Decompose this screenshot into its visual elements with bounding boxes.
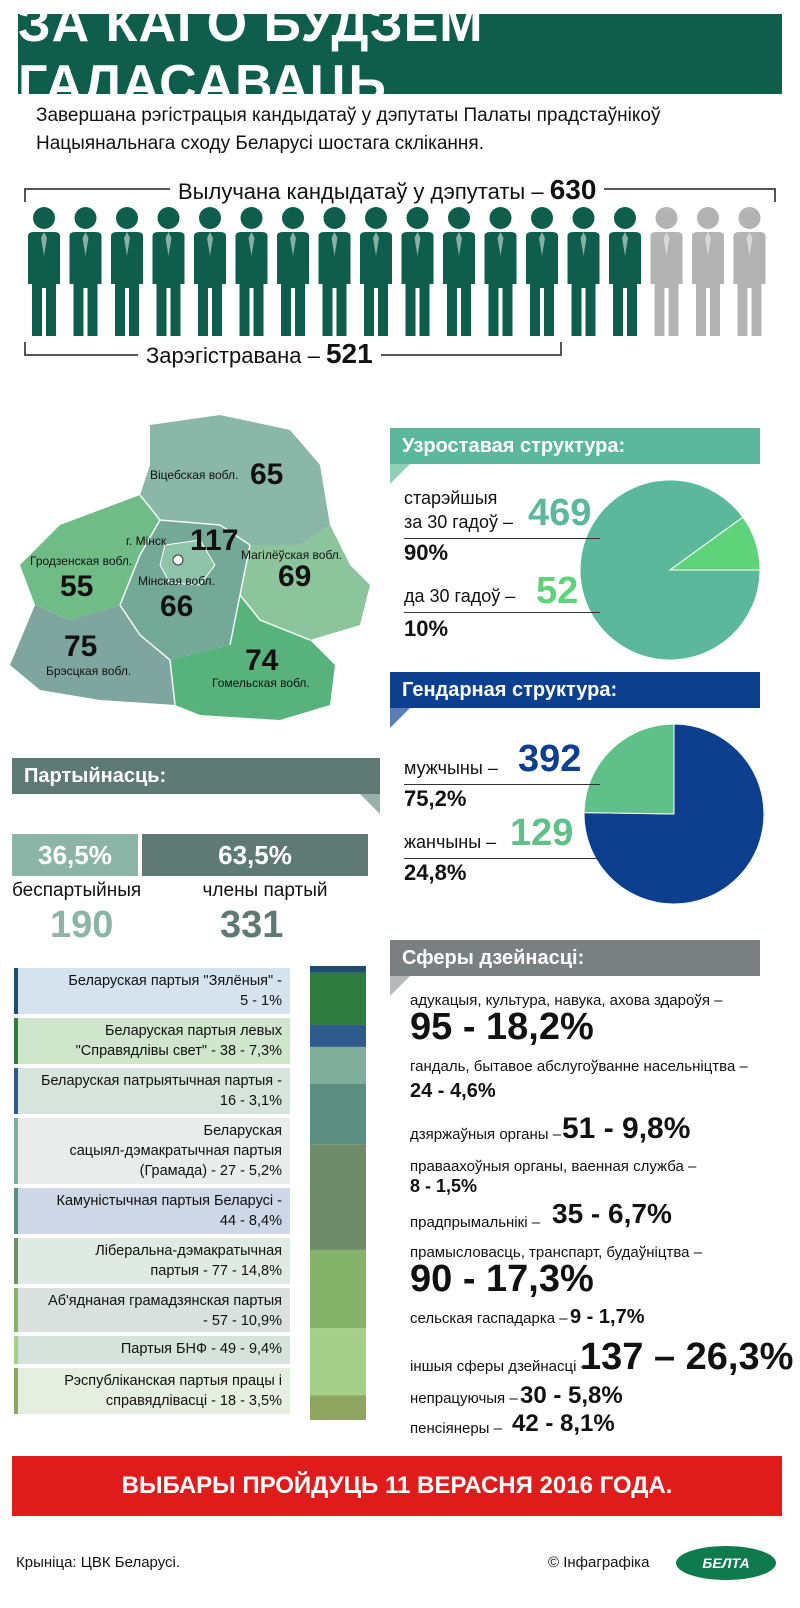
registered-caption bbox=[138, 338, 381, 370]
sphere-label-pensioners: пенсіянеры – bbox=[410, 1420, 502, 1437]
person-registered-icon bbox=[236, 207, 268, 336]
credit-text: © Інфаграфіка bbox=[548, 1554, 650, 1571]
person-registered-icon bbox=[194, 207, 226, 336]
gender-female-pct: 24,8% bbox=[404, 860, 467, 885]
spheres-header-fold bbox=[390, 976, 410, 996]
spheres-header: Сферы дзейнасці: bbox=[390, 940, 760, 976]
person-registered-icon bbox=[485, 207, 517, 336]
nominated-caption bbox=[170, 174, 604, 206]
party-item: Камуністычная партыя Беларусі - 44 - 8,4% bbox=[14, 1188, 290, 1234]
party-item: Беларуская сацыял-дэмакратычная партыя (Грамада) - 27 - 5,2% bbox=[14, 1118, 290, 1184]
sphere-value-industry: 90 - 17,3% bbox=[410, 1258, 594, 1300]
age-older-label-2: за 30 гадоў – bbox=[404, 512, 513, 532]
gender-header-fold bbox=[390, 708, 410, 728]
gender-pie-chart bbox=[582, 722, 766, 906]
region-value-mogilev: 69 bbox=[278, 560, 312, 593]
sphere-label-unemployed: непрацуючыя – bbox=[410, 1390, 518, 1407]
nominated-value: 630 bbox=[549, 174, 597, 205]
region-value-vitebsk: 65 bbox=[250, 458, 284, 491]
region-value-gomel: 74 bbox=[245, 644, 279, 677]
sphere-label-law: праваахоўныя органы, ваенная служба – bbox=[410, 1158, 697, 1175]
gender-male-label: мужчыны – bbox=[404, 758, 498, 778]
age-older-pct: 90% bbox=[404, 540, 449, 565]
age-older-label-1: старэйшыя bbox=[404, 488, 498, 508]
gender-female-pointer bbox=[404, 858, 600, 859]
person-registered-icon bbox=[28, 207, 60, 336]
person-nominated-icon bbox=[734, 207, 766, 336]
region-value-grodno: 55 bbox=[60, 570, 94, 603]
gender-male-pointer bbox=[404, 784, 600, 785]
minsk-city-marker bbox=[173, 555, 183, 565]
person-registered-icon bbox=[568, 207, 600, 336]
sphere-label-other: іншыя сферы дзейнасці – bbox=[410, 1358, 589, 1375]
person-registered-icon bbox=[526, 207, 558, 336]
party-header-fold bbox=[360, 794, 380, 814]
region-value-brest: 75 bbox=[64, 630, 98, 663]
party-item: Аб'яднаная грамадзянская партыя - 57 - 10,9% bbox=[14, 1288, 290, 1332]
party-stack-segment bbox=[310, 1047, 366, 1084]
age-younger-label: да 30 гадоў – bbox=[404, 586, 516, 606]
person-registered-icon bbox=[319, 207, 351, 336]
party-item: Ліберальна-дэмакратычная партыя - 77 - 14,8% bbox=[14, 1238, 290, 1284]
member-value: 331 bbox=[220, 904, 284, 946]
party-stack-segment bbox=[310, 1328, 366, 1395]
age-pie-chart bbox=[578, 478, 762, 662]
sphere-label-state: дзяржаўныя органы – bbox=[410, 1126, 562, 1143]
sphere-value-law: 8 - 1,5% bbox=[410, 1176, 478, 1196]
gender-male-pct: 75,2% bbox=[404, 786, 467, 811]
sphere-value-unemployed: 30 - 5,8% bbox=[520, 1382, 623, 1409]
sphere-value-state: 51 - 9,8% bbox=[562, 1112, 691, 1145]
nonparty-value: 190 bbox=[50, 904, 114, 946]
sphere-value-pensioners: 42 - 8,1% bbox=[512, 1410, 615, 1437]
source-text: Крыніца: ЦВК Беларусі. bbox=[16, 1554, 181, 1571]
party-item: Беларуская партыя левых "Справядлівы свет" - 38 - 7,3% bbox=[14, 1018, 290, 1064]
person-registered-icon bbox=[153, 207, 185, 336]
person-nominated-icon bbox=[692, 207, 724, 336]
sphere-label-agriculture: сельская гаспадарка – bbox=[410, 1310, 568, 1327]
member-label: члены партый bbox=[202, 880, 328, 901]
person-registered-icon bbox=[277, 207, 309, 336]
sphere-label-industry: прамысловасць, транспарт, будаўніцтва – bbox=[410, 1244, 702, 1261]
party-item: Партыя БНФ - 49 - 9,4% bbox=[14, 1336, 290, 1364]
sphere-label-education: адукацыя, культура, навука, ахова здароўя – bbox=[410, 992, 723, 1009]
sphere-label-trade: гандаль, бытавое абслугоўванне насельніцтва – bbox=[410, 1058, 748, 1075]
party-stack-segment bbox=[310, 1144, 366, 1250]
registered-label: Зарэгістравана – bbox=[146, 343, 320, 368]
party-header: Партыйнасць: bbox=[12, 758, 380, 794]
gender-slice-female bbox=[584, 724, 674, 814]
sphere-value-other: 137 – 26,3% bbox=[580, 1336, 794, 1378]
age-younger-pct: 10% bbox=[404, 616, 449, 641]
belarus-map bbox=[0, 405, 390, 735]
person-registered-icon bbox=[360, 207, 392, 336]
party-stack-segment bbox=[310, 1395, 366, 1420]
person-registered-icon bbox=[402, 207, 434, 336]
election-date-banner: ВЫБАРЫ ПРОЙДУЦЬ 11 ВЕРАСНЯ 2016 ГОДА. bbox=[12, 1456, 782, 1516]
region-label-minsk-oblast: Мінская вобл. bbox=[138, 574, 215, 588]
member-bar: 63,5% bbox=[142, 834, 368, 876]
party-stack-segment bbox=[310, 1025, 366, 1047]
age-older-value: 469 bbox=[528, 492, 592, 534]
sphere-label-business: прадпрымальнікі – bbox=[410, 1214, 541, 1231]
nominated-label: Вылучана кандыдатаў у дэпутаты – bbox=[178, 179, 544, 204]
age-header-fold bbox=[390, 464, 410, 484]
nonparty-label: беспартыйныя bbox=[12, 880, 142, 901]
person-registered-icon bbox=[443, 207, 475, 336]
sphere-value-education: 95 - 18,2% bbox=[410, 1006, 594, 1048]
belta-logo bbox=[676, 1546, 776, 1580]
age-older-pointer bbox=[404, 538, 600, 539]
people-row bbox=[20, 204, 780, 344]
region-label-gomel: Гомельская вобл. bbox=[212, 676, 310, 690]
region-value-minsk-oblast: 66 bbox=[160, 590, 194, 623]
region-label-grodno: Гродзенская вобл. bbox=[30, 554, 133, 568]
sphere-value-trade: 24 - 4,6% bbox=[410, 1080, 496, 1102]
person-registered-icon bbox=[70, 207, 102, 336]
party-stack-segment bbox=[310, 973, 366, 1025]
age-younger-value: 52 bbox=[536, 570, 579, 612]
region-value-minsk-city: 117 bbox=[190, 524, 239, 557]
region-label-mogilev: Магілёўская вобл. bbox=[241, 548, 343, 562]
gender-header: Гендарная структура: bbox=[390, 672, 760, 708]
region-label-vitebsk: Віцебская вобл. bbox=[150, 468, 239, 482]
gender-female-value: 129 bbox=[510, 812, 574, 854]
party-stack-segment bbox=[310, 1084, 366, 1144]
person-nominated-icon bbox=[651, 207, 683, 336]
age-younger-pointer bbox=[404, 612, 600, 613]
region-label-brest: Брэсцкая вобл. bbox=[46, 664, 132, 678]
party-item: Рэспубліканская партыя працы і справядлівасці - 18 - 3,5% bbox=[14, 1368, 290, 1414]
sphere-value-agriculture: 9 - 1,7% bbox=[570, 1306, 645, 1328]
page-title: ЗА КАГО БУДЗЕМ ГАЛАСАВАЦЬ bbox=[18, 14, 782, 94]
gender-male-value: 392 bbox=[518, 738, 582, 780]
gender-female-label: жанчыны – bbox=[404, 832, 497, 852]
intro-text: Завершана рэгістрацыя кандыдатаў у дэпутаты Палаты прадстаўнікоў Нацыянальнага сходу Беларусі шостага склікання. bbox=[36, 105, 661, 154]
party-stack-bar bbox=[306, 966, 370, 1420]
registered-value: 521 bbox=[325, 338, 373, 369]
person-registered-icon bbox=[111, 207, 143, 336]
nonparty-bar: 36,5% bbox=[12, 834, 138, 876]
party-stack-segment bbox=[310, 1250, 366, 1328]
region-label-minsk-city: г. Мінск bbox=[126, 534, 167, 548]
age-header: Узроставая структура: bbox=[390, 428, 760, 464]
party-item: Беларуская патрыятычная партыя - 16 - 3,1% bbox=[14, 1068, 290, 1114]
party-stack-segment bbox=[310, 966, 366, 973]
party-item: Беларуская партыя "Зялёныя" - 5 - 1% bbox=[14, 968, 290, 1014]
belta-logo-text: БЕЛТА bbox=[702, 1555, 750, 1571]
person-registered-icon bbox=[609, 207, 641, 336]
sphere-value-business: 35 - 6,7% bbox=[552, 1198, 672, 1229]
